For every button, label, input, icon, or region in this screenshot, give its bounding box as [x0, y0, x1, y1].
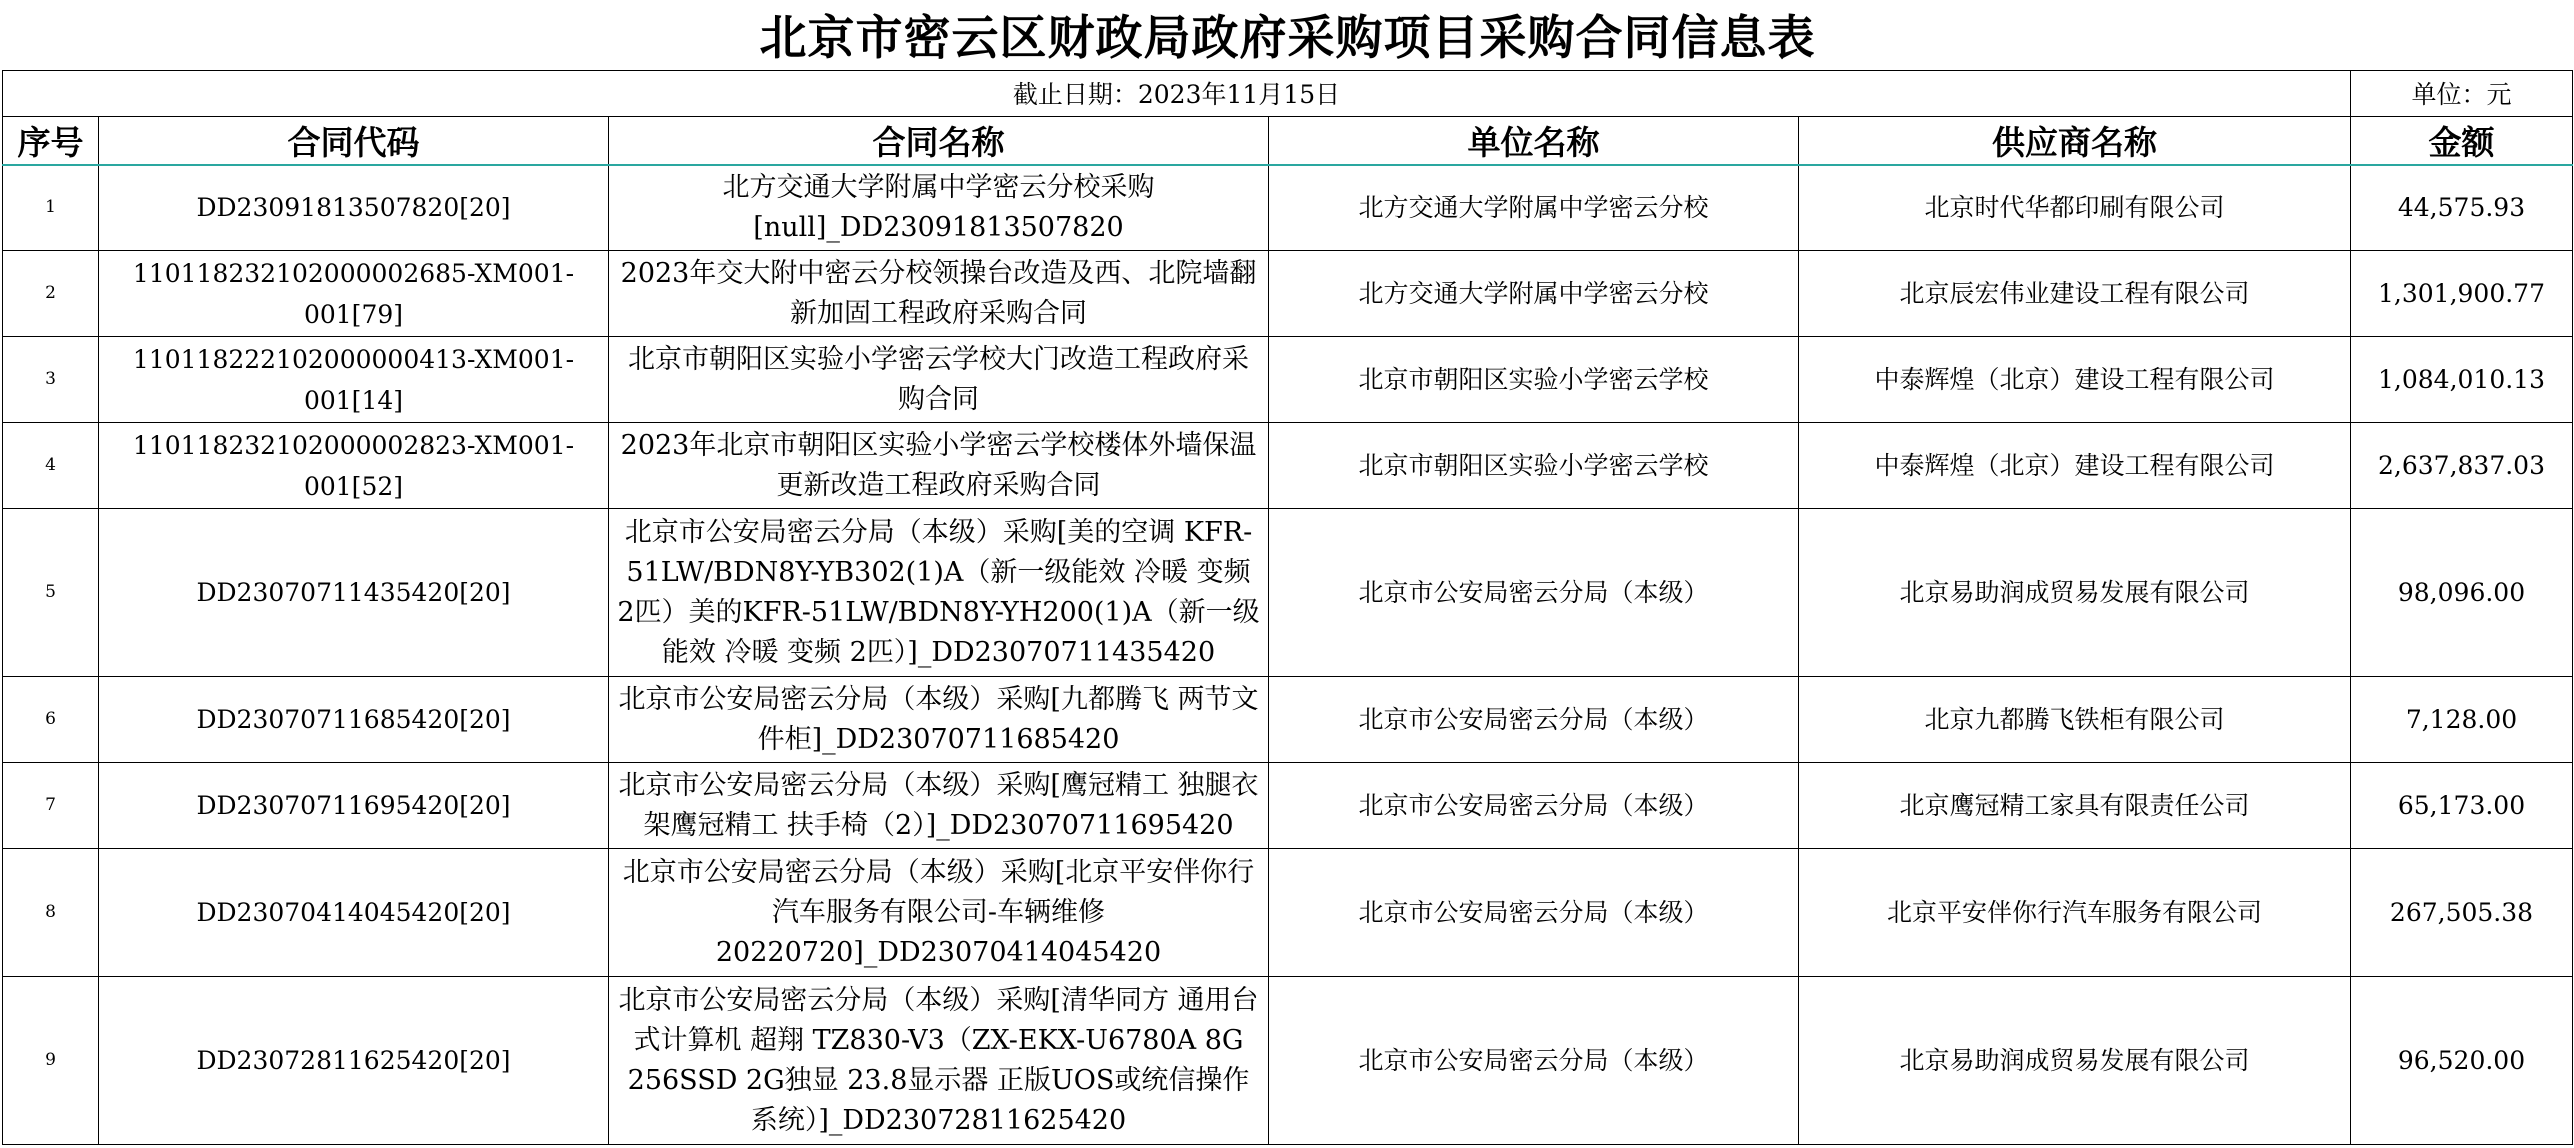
row-name: 2023年北京市朝阳区实验小学密云学校楼体外墙保温更新改造工程政府采购合同 — [609, 423, 1269, 509]
row-index: 7 — [3, 763, 99, 849]
row-index: 5 — [3, 509, 99, 677]
table-row — [3, 677, 2573, 763]
table-row — [3, 251, 2573, 337]
header-unit: 单位名称 — [1269, 116, 1799, 165]
row-supplier: 北京时代华都印刷有限公司 — [1799, 165, 2351, 251]
row-amount: 98,096.00 — [2351, 509, 2573, 677]
row-index: 3 — [3, 337, 99, 423]
row-unit: 北京市公安局密云分局（本级） — [1269, 977, 1799, 1145]
row-unit: 北京市朝阳区实验小学密云学校 — [1269, 423, 1799, 509]
row-unit: 北方交通大学附属中学密云分校 — [1269, 165, 1799, 251]
row-name: 北京市公安局密云分局（本级）采购[九都腾飞 两节文件柜]_DD23070711685420 — [609, 677, 1269, 763]
row-code: DD23070711435420[20] — [99, 509, 609, 677]
row-supplier: 北京九都腾飞铁柜有限公司 — [1799, 677, 2351, 763]
row-unit: 北方交通大学附属中学密云分校 — [1269, 251, 1799, 337]
row-unit: 北京市公安局密云分局（本级） — [1269, 509, 1799, 677]
row-code: DD23091813507820[20] — [99, 165, 609, 251]
row-amount: 96,520.00 — [2351, 977, 2573, 1145]
deadline-label: 截止日期：2023年11月15日 — [3, 70, 2351, 116]
row-supplier: 北京辰宏伟业建设工程有限公司 — [1799, 251, 2351, 337]
row-amount: 267,505.38 — [2351, 849, 2573, 977]
row-unit: 北京市朝阳区实验小学密云学校 — [1269, 337, 1799, 423]
contract-table — [2, 0, 2573, 1145]
table-row — [3, 509, 2573, 677]
row-amount: 7,128.00 — [2351, 677, 2573, 763]
table-row — [3, 423, 2573, 509]
row-code: 110118232102000002685-XM001-001[79] — [99, 251, 609, 337]
row-index: 1 — [3, 165, 99, 251]
row-amount: 2,637,837.03 — [2351, 423, 2573, 509]
row-unit: 北京市公安局密云分局（本级） — [1269, 849, 1799, 977]
row-name: 北京市公安局密云分局（本级）采购[清华同方 通用台式计算机 超翔 TZ830-V3（ZX-EKX-U6780A 8G 256SSD 2G独显 23.8显示器 正版UOS或统信操作系统）]_DD23072811625420 — [609, 977, 1269, 1145]
row-code: 110118222102000000413-XM001-001[14] — [99, 337, 609, 423]
row-supplier: 北京平安伴你行汽车服务有限公司 — [1799, 849, 2351, 977]
row-amount: 1,301,900.77 — [2351, 251, 2573, 337]
table-row — [3, 165, 2573, 251]
row-code: DD23070711695420[20] — [99, 763, 609, 849]
row-unit: 北京市公安局密云分局（本级） — [1269, 677, 1799, 763]
row-name: 北京市朝阳区实验小学密云学校大门改造工程政府采购合同 — [609, 337, 1269, 423]
table-row — [3, 763, 2573, 849]
row-amount: 65,173.00 — [2351, 763, 2573, 849]
row-amount: 1,084,010.13 — [2351, 337, 2573, 423]
row-name: 北京市公安局密云分局（本级）采购[美的空调 KFR-51LW/BDN8Y-YB302(1)A（新一级能效 冷暖 变频 2匹）美的KFR-51LW/BDN8Y-YH200(1)A（新一级能效 冷暖 变频 2匹）]_DD23070711435420 — [609, 509, 1269, 677]
header-row — [3, 116, 2573, 165]
row-supplier: 北京易助润成贸易发展有限公司 — [1799, 977, 2351, 1145]
row-index: 9 — [3, 977, 99, 1145]
table-row — [3, 849, 2573, 977]
row-unit: 北京市公安局密云分局（本级） — [1269, 763, 1799, 849]
row-supplier: 中泰辉煌（北京）建设工程有限公司 — [1799, 337, 2351, 423]
title-row — [3, 0, 2573, 70]
header-index: 序号 — [3, 116, 99, 165]
row-name: 北方交通大学附属中学密云分校采购[null]_DD23091813507820 — [609, 165, 1269, 251]
row-index: 2 — [3, 251, 99, 337]
row-name: 北京市公安局密云分局（本级）采购[鹰冠精工 独腿衣架鹰冠精工 扶手椅（2）]_DD23070711695420 — [609, 763, 1269, 849]
row-name: 2023年交大附中密云分校领操台改造及西、北院墙翻新加固工程政府采购合同 — [609, 251, 1269, 337]
row-code: DD23070711685420[20] — [99, 677, 609, 763]
page-title: 北京市密云区财政局政府采购项目采购合同信息表 — [3, 0, 2573, 70]
row-amount: 44,575.93 — [2351, 165, 2573, 251]
row-code: DD23070414045420[20] — [99, 849, 609, 977]
unit-label: 单位：元 — [2351, 70, 2573, 116]
meta-row — [3, 70, 2573, 116]
row-supplier: 中泰辉煌（北京）建设工程有限公司 — [1799, 423, 2351, 509]
table-row — [3, 337, 2573, 423]
row-index: 8 — [3, 849, 99, 977]
header-code: 合同代码 — [99, 116, 609, 165]
header-amount: 金额 — [2351, 116, 2573, 165]
row-supplier: 北京易助润成贸易发展有限公司 — [1799, 509, 2351, 677]
table-row — [3, 977, 2573, 1145]
row-name: 北京市公安局密云分局（本级）采购[北京平安伴你行汽车服务有限公司-车辆维修20220720]_DD23070414045420 — [609, 849, 1269, 977]
row-supplier: 北京鹰冠精工家具有限责任公司 — [1799, 763, 2351, 849]
header-supplier: 供应商名称 — [1799, 116, 2351, 165]
row-index: 6 — [3, 677, 99, 763]
row-code: 110118232102000002823-XM001-001[52] — [99, 423, 609, 509]
header-name: 合同名称 — [609, 116, 1269, 165]
row-index: 4 — [3, 423, 99, 509]
row-code: DD23072811625420[20] — [99, 977, 609, 1145]
